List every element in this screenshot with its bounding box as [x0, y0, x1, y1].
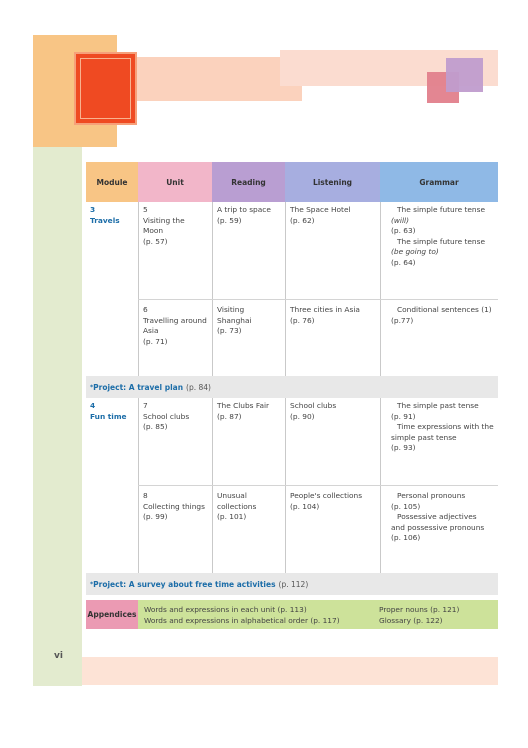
header-grammar: Grammar	[380, 162, 498, 202]
grammar-line: (p. 91)	[391, 411, 416, 421]
grammar-line: The simple past tense	[397, 401, 479, 410]
unit-number: 8	[143, 491, 148, 500]
header-module: Module	[86, 162, 138, 202]
module-cell	[86, 202, 138, 229]
appendix-line: Words and expressions in alphabetical order (p. 117)	[144, 616, 340, 625]
unit-cell	[139, 398, 212, 436]
unit-page: (p. 57)	[143, 236, 168, 246]
grammar-line: (be going to)	[391, 247, 439, 256]
grammar-line: The simple future tense	[397, 236, 486, 246]
listening-cell	[286, 202, 380, 229]
unit-page: (p. 71)	[143, 336, 168, 346]
unit-title-line: Visiting the	[143, 215, 185, 225]
module-number: 3	[90, 205, 96, 214]
listening-line: (p. 90)	[290, 411, 315, 421]
grammar-line: Conditional sentences (1)	[397, 305, 492, 314]
reading-line: The Clubs Fair	[217, 401, 270, 410]
grammar-cell	[381, 488, 498, 547]
reading-line: (p. 101)	[217, 512, 247, 521]
unit-page: (p. 85)	[143, 422, 168, 431]
header-listening: Listening	[285, 162, 380, 202]
listening-line: People's collections	[290, 491, 363, 500]
reading-cell	[213, 302, 285, 340]
reading-line: A trip to space	[217, 205, 271, 214]
page-number: vi	[54, 651, 63, 661]
grammar-line: (p. 64)	[391, 257, 416, 267]
listening-line: (p. 62)	[290, 215, 315, 225]
grammar-line: (p.77)	[391, 315, 414, 325]
header-unit: Unit	[138, 162, 212, 202]
reading-line: Visiting	[217, 305, 245, 314]
unit-number: 6	[143, 305, 148, 314]
appendix-line: Proper nouns (p. 121)	[379, 605, 460, 614]
unit-cell	[139, 488, 212, 526]
grammar-line: Personal pronouns	[397, 491, 466, 500]
grammar-line: (p. 105)	[391, 501, 421, 511]
appendix-line: Words and expressions in each unit (p. 113)	[144, 605, 307, 614]
reading-cell	[213, 398, 285, 425]
reading-cell	[213, 202, 285, 229]
grammar-line: simple past tense	[391, 432, 457, 442]
unit-number: 7	[143, 401, 148, 410]
module-name: Fun time	[90, 411, 127, 421]
unit-title-line: Asia	[143, 326, 159, 335]
project-page: (p. 84)	[186, 382, 211, 392]
grammar-line: (p. 106)	[391, 533, 421, 542]
project-row: * Project: A survey about free time activities (p. 112)	[86, 573, 498, 595]
module-name: Travels	[90, 215, 120, 225]
appendices-row	[86, 600, 498, 629]
unit-title-line: Travelling around	[143, 315, 207, 325]
reading-line: Shanghai	[217, 315, 252, 325]
purple-decor-square	[446, 58, 483, 92]
grammar-line: and possessive pronouns	[391, 522, 485, 532]
grammar-line: (p. 63)	[391, 226, 416, 235]
listening-cell	[286, 398, 380, 425]
grammar-line: (will)	[391, 215, 409, 225]
listening-cell	[286, 302, 380, 329]
reading-line: (p. 73)	[217, 326, 242, 335]
reading-line: (p. 59)	[217, 215, 242, 225]
reading-line: Unusual	[217, 491, 247, 500]
appendix-line: Glossary (p. 122)	[379, 616, 443, 625]
module-cell	[86, 398, 138, 425]
listening-line: (p. 104)	[290, 501, 320, 511]
header-reading: Reading	[212, 162, 285, 202]
unit-title-line: School clubs	[143, 411, 190, 421]
project-label: Project: A survey about free time activities	[93, 579, 276, 589]
listening-line: The Space Hotel	[290, 205, 351, 214]
project-row: * Project: A travel plan (p. 84)	[86, 376, 498, 398]
grammar-line: Possessive adjectives	[397, 512, 477, 521]
grammar-cell	[381, 202, 498, 271]
grammar-line: Time expressions with the	[397, 422, 494, 431]
listening-line: School clubs	[290, 401, 337, 410]
unit-cell	[139, 302, 212, 350]
reading-line: collections	[217, 501, 257, 511]
grammar-line: (p. 93)	[391, 443, 416, 452]
module-number: 4	[90, 401, 96, 410]
unit-title-line: Collecting things	[143, 501, 205, 511]
listening-line: (p. 76)	[290, 315, 315, 325]
unit-page: (p. 99)	[143, 512, 168, 521]
red-decor-square-inner	[80, 58, 131, 119]
unit-cell	[139, 202, 212, 250]
appendices-label: Appendices	[86, 600, 138, 629]
reading-cell	[213, 488, 285, 526]
unit-number: 5	[143, 205, 148, 214]
listening-line: Three cities in Asia	[290, 305, 360, 314]
bottom-decor-band	[82, 657, 498, 685]
project-label: Project: A travel plan	[93, 382, 184, 392]
unit-title-line: Moon	[143, 226, 164, 235]
grammar-line: The simple future tense	[397, 205, 486, 214]
grammar-cell	[381, 398, 498, 457]
project-page: (p. 112)	[278, 579, 309, 589]
grammar-cell	[381, 302, 498, 329]
listening-cell	[286, 488, 380, 515]
reading-line: (p. 87)	[217, 411, 242, 421]
